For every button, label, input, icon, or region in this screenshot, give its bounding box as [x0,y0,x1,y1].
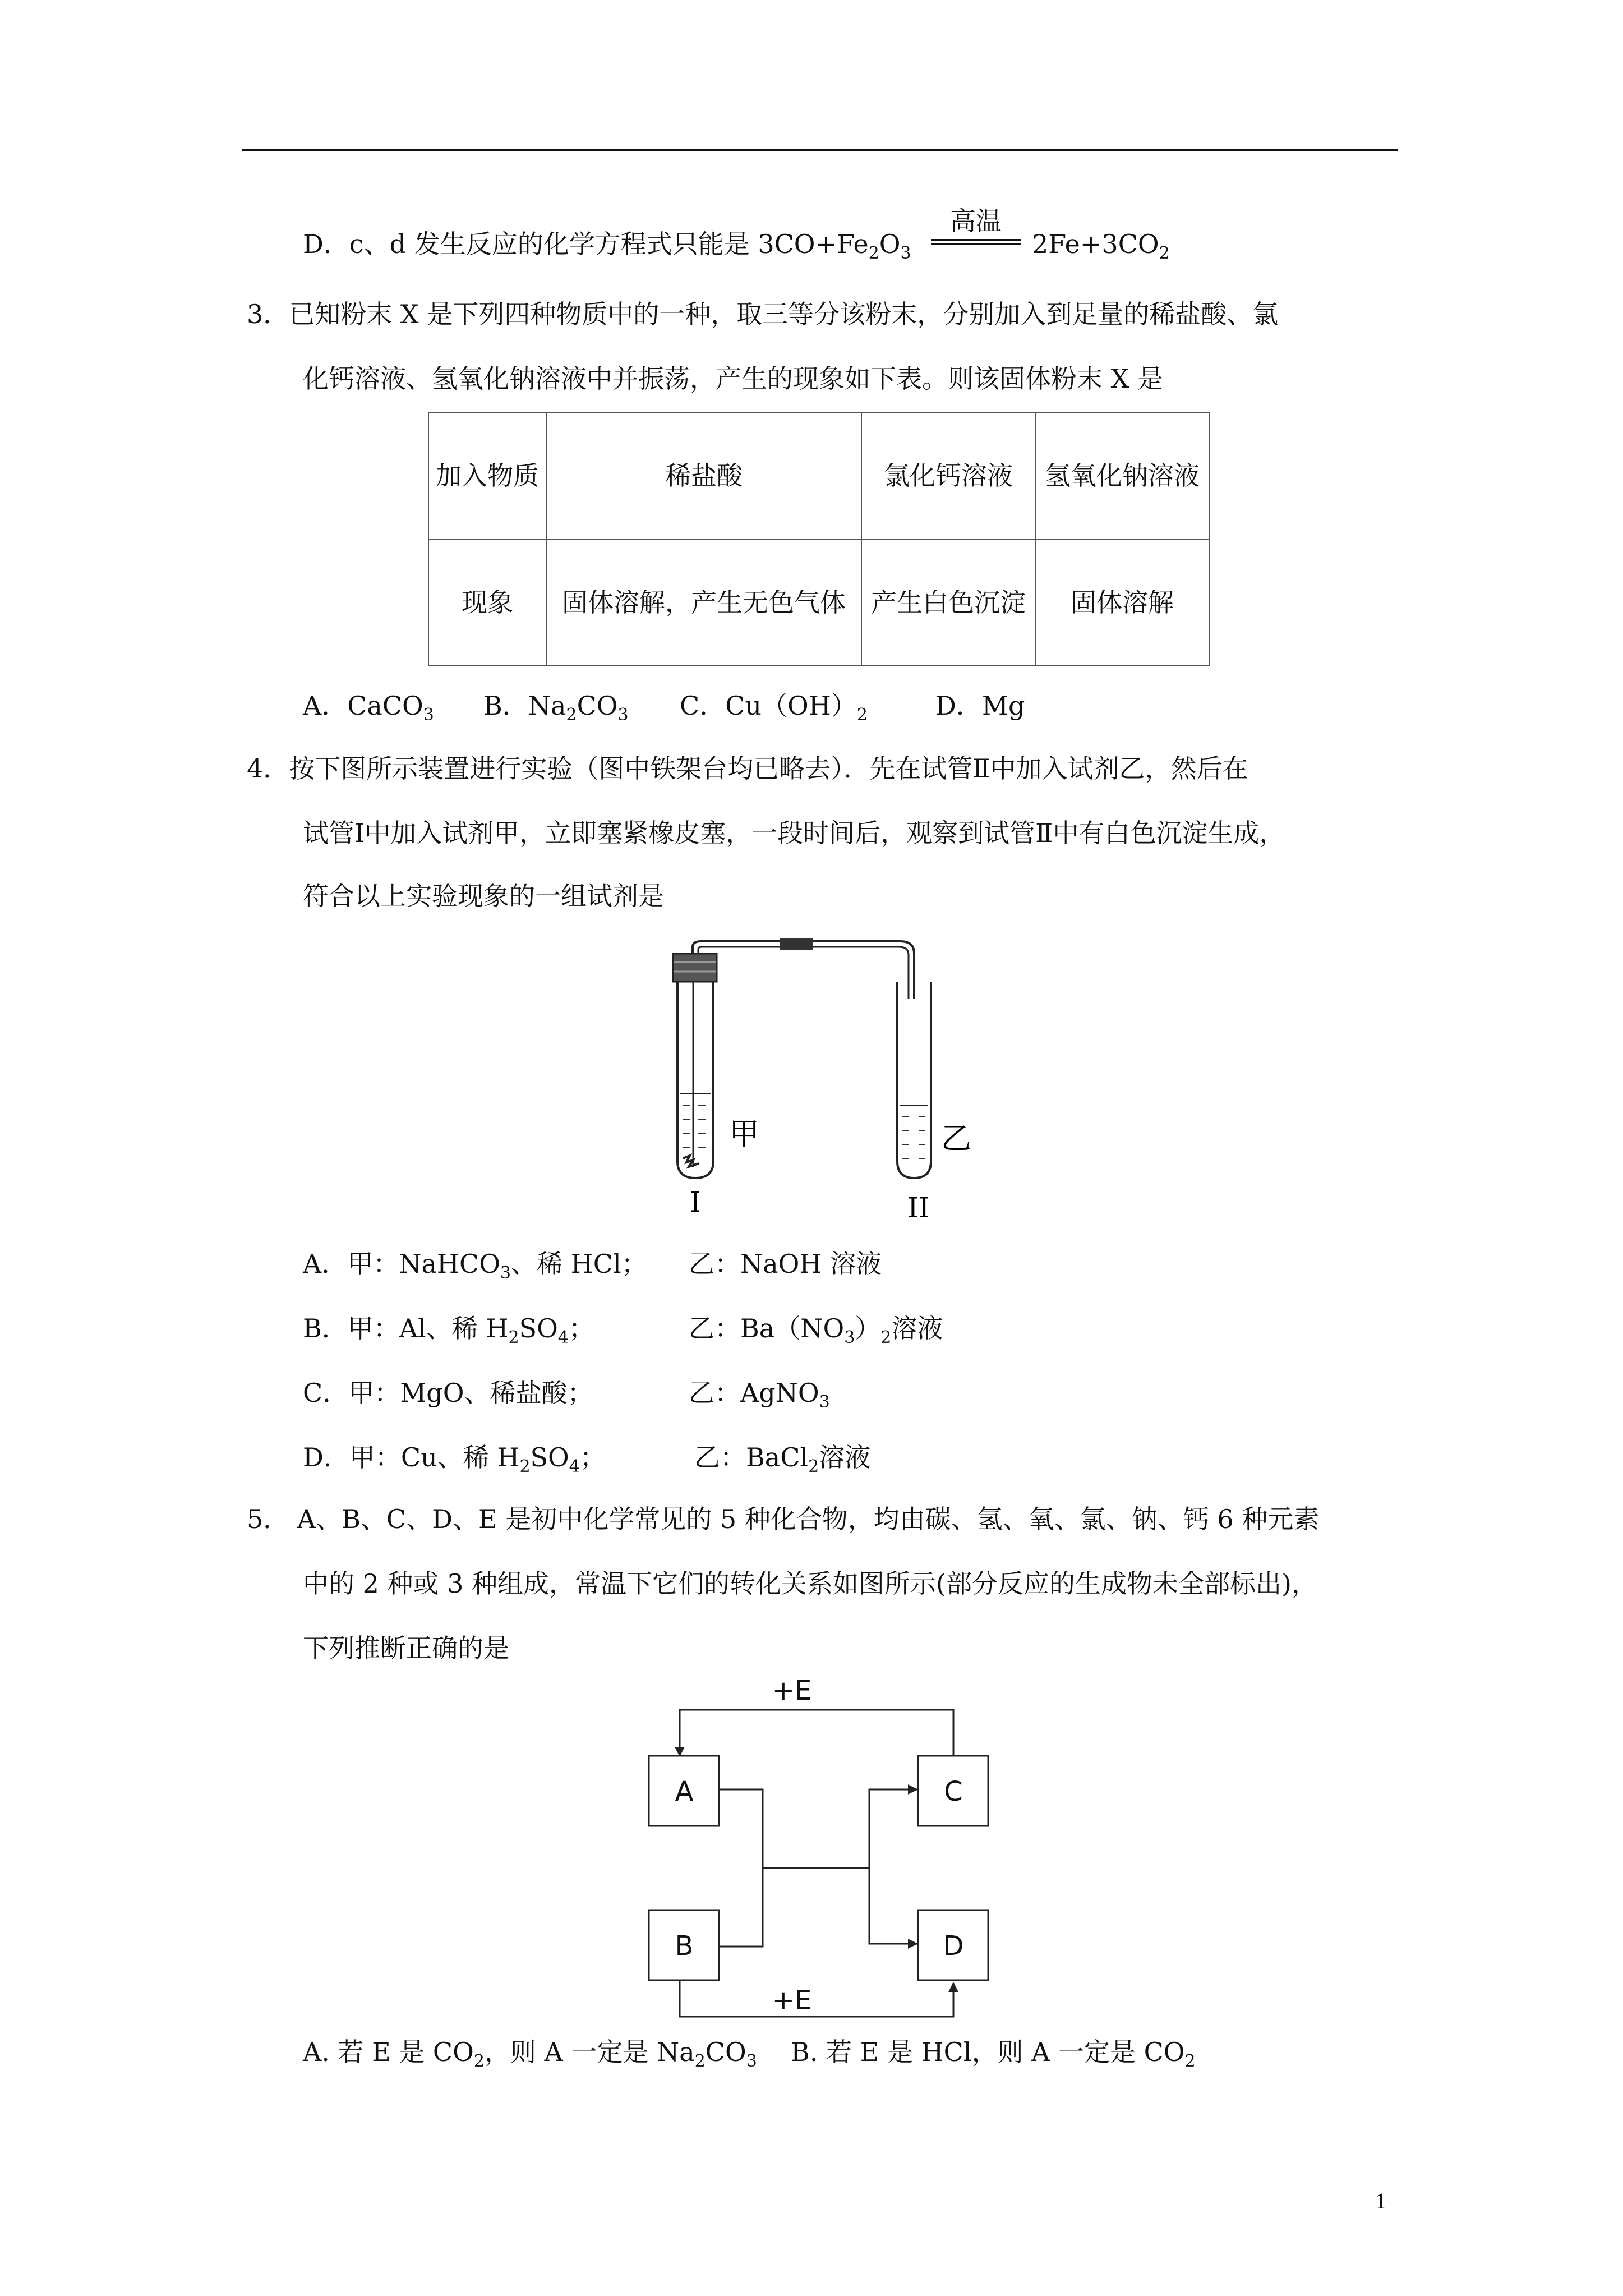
test-tube-apparatus [651,937,987,1228]
arrow-c-to-a [680,1710,953,1761]
page-number: 1 [1375,2188,1386,2214]
q5-stem-line2: 中的 2 种或 3 种组成，常温下它们的转化关系如图所示(部分反应的生成物未全部标出)， [303,1568,1317,1599]
q5-stem-line1: 5． A、B、C、D、E 是初中化学常见的 5 种化合物，均由碳、氢、氧、氯、钠、钙 6 种元素 [247,1504,1320,1534]
q4-option-c: C．甲：MgO、稀盐酸； [303,1378,593,1408]
q3-option-b: B．$Na_2CO_3$ [483,691,629,725]
q5-option-b: B. 若 E 是 HCl，则 A 一定是 $CO_2$ [791,2037,1196,2071]
label-b: B [675,1930,694,1962]
q4-option-c-yi: 乙：AgNO$_3$ [689,1378,830,1412]
test-tube-ii [897,982,931,1178]
table-header-cell: 加入物质 [428,412,546,539]
rubber-stopper [673,954,717,982]
q2-product: $2Fe+3CO_2$ [1032,229,1170,263]
q4-option-a-yi: 乙：NaOH 溶液 [689,1249,882,1279]
q3-stem-line2: 化钙溶液、氢氧化钠溶液中并振荡，产生的现象如下表。则该固体粉末 X 是 [303,364,1163,394]
q4-option-d-yi: 乙：BaCl$_2$溶液 [694,1442,871,1476]
label-a: A [675,1776,694,1807]
label-top-e: +E [772,1677,812,1706]
q5-option-a: A. 若 E 是 $CO_2$，则 A 一定是 $Na_2CO_3$ [303,2037,757,2071]
table-cell: 现象 [428,539,546,666]
q3-option-a: A．CaCO$_3$ [303,691,434,725]
table-header-cell: 稀盐酸 [546,412,861,539]
q3-option-d: D．Mg [935,691,1025,721]
label-yi: 乙 [941,1121,971,1156]
label-tube-i: I [690,1186,701,1218]
arrow-b-to-d [680,1980,953,2017]
table-cell: 产生白色沉淀 [861,539,1035,666]
conversion-diagram [634,1677,1015,2036]
q4-option-a: A．甲：NaHCO$_3$、稀 HCl； [303,1249,647,1283]
label-c: C [944,1776,963,1807]
header-rule [242,149,1398,151]
q4-option-d: D．甲：Cu、稀 $H_2SO_4$； [303,1442,606,1476]
rubber-connector [780,938,813,950]
label-bottom-e: +E [772,1985,812,2016]
label-tube-ii: II [907,1191,930,1224]
table-header-cell: 氢氧化钠溶液 [1035,412,1209,539]
solid-reagent [683,1156,699,1167]
q4-stem-line1: 4．按下图所示装置进行实验（图中铁架台均已略去）．先在试管Ⅱ中加入试剂乙，然后在 [247,753,1248,784]
label-jia: 甲 [729,1116,759,1152]
connector-a-b [719,1789,763,1947]
table-header-cell: 氯化钙溶液 [861,412,1035,539]
reaction-condition: 高温 [950,206,1002,236]
q4-option-b: B．甲：Al、稀 $H_2SO_4$； [303,1313,594,1347]
label-d: D [943,1930,964,1962]
observation-table [428,412,1210,666]
q3-option-c: C．$Cu(OH)_2$ [680,691,868,725]
arrow-to-d [869,1868,917,1944]
table-cell: 固体溶解 [1035,539,1209,666]
q4-stem-line3: 符合以上实验现象的一组试剂是 [303,881,664,911]
reaction-equals-sign [931,239,1021,245]
arrow-to-c [869,1789,917,1868]
q2-option-d: D．c、d 发生反应的化学方程式只能是 $3CO+Fe_2O_3$ [303,229,911,263]
q4-option-b-yi: 乙：$Ba(NO_3)_2$溶液 [689,1313,943,1347]
table-cell: 固体溶解，产生无色气体 [546,539,861,666]
q4-stem-line2: 试管Ⅰ中加入试剂甲，立即塞紧橡皮塞，一段时间后，观察到试管Ⅱ中有白色沉淀生成， [303,818,1285,848]
test-tube-i [677,982,713,1178]
q5-stem-line3: 下列推断正确的是 [303,1633,509,1663]
q3-stem-line1: 3．已知粉末 X 是下列四种物质中的一种，取三等分该粉末，分别加入到足量的稀盐酸、氯 [247,299,1279,329]
